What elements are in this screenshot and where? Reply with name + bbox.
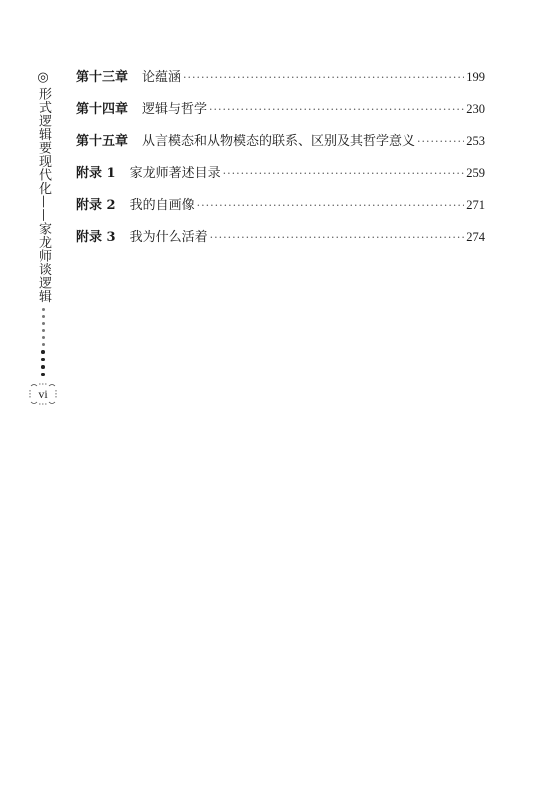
- dot: [41, 358, 45, 362]
- dot: [41, 373, 45, 377]
- decorative-dots: [41, 306, 45, 378]
- dot: [42, 336, 45, 339]
- page-number: [28, 381, 58, 407]
- entry-page: 271: [466, 198, 485, 212]
- page-number-text: vi: [38, 386, 48, 401]
- running-header-text: [32, 87, 54, 303]
- entry-page: 253: [466, 134, 485, 148]
- entry-title: 论蕴涵: [142, 70, 182, 85]
- circle-marker-icon: ◎: [37, 70, 49, 85]
- entry-number: 附录 3: [76, 230, 116, 245]
- entry-number: 第十三章: [76, 70, 129, 85]
- entry-number: 第十五章: [76, 134, 129, 149]
- dot-leader: [210, 231, 465, 244]
- dot: [42, 322, 45, 325]
- dot-leader: [197, 199, 465, 212]
- toc-entry[interactable]: [76, 98, 485, 130]
- toc-entry[interactable]: [76, 66, 485, 98]
- toc-entry[interactable]: [76, 194, 485, 226]
- entry-page: 199: [466, 70, 485, 84]
- entry-title: 逻辑与哲学: [142, 102, 208, 117]
- table-of-contents: [76, 66, 485, 258]
- entry-title: 我的自画像: [129, 198, 195, 213]
- toc-entry[interactable]: [76, 226, 485, 258]
- dot: [42, 308, 45, 311]
- dot-leader: [223, 167, 465, 180]
- entry-page: 259: [466, 166, 485, 180]
- entry-number: 附录 1: [76, 166, 116, 181]
- entry-title: 从言模态和从物模态的联系、区别及其哲学意义: [142, 134, 416, 149]
- entry-page: 274: [466, 230, 485, 244]
- entry-title: 我为什么活着: [129, 230, 208, 245]
- book-title: 形式逻辑要现代化: [36, 87, 51, 195]
- title-dash: ——: [36, 195, 51, 222]
- dot: [42, 315, 45, 318]
- dot: [42, 329, 45, 332]
- toc-entry[interactable]: [76, 162, 485, 194]
- dot: [42, 343, 45, 346]
- entry-number: 第十四章: [76, 102, 129, 117]
- entry-number: 附录 2: [76, 198, 116, 213]
- toc-entry[interactable]: [76, 130, 485, 162]
- dot-leader: [183, 71, 464, 84]
- entry-title: 家龙师著述目录: [129, 166, 221, 181]
- dot: [41, 365, 45, 369]
- section-title: 家龙师谈逻辑: [36, 222, 51, 303]
- dot-leader: [209, 103, 464, 116]
- dot-leader: [417, 135, 464, 148]
- running-header: [32, 70, 54, 407]
- dot: [41, 350, 45, 354]
- entry-page: 230: [466, 102, 485, 116]
